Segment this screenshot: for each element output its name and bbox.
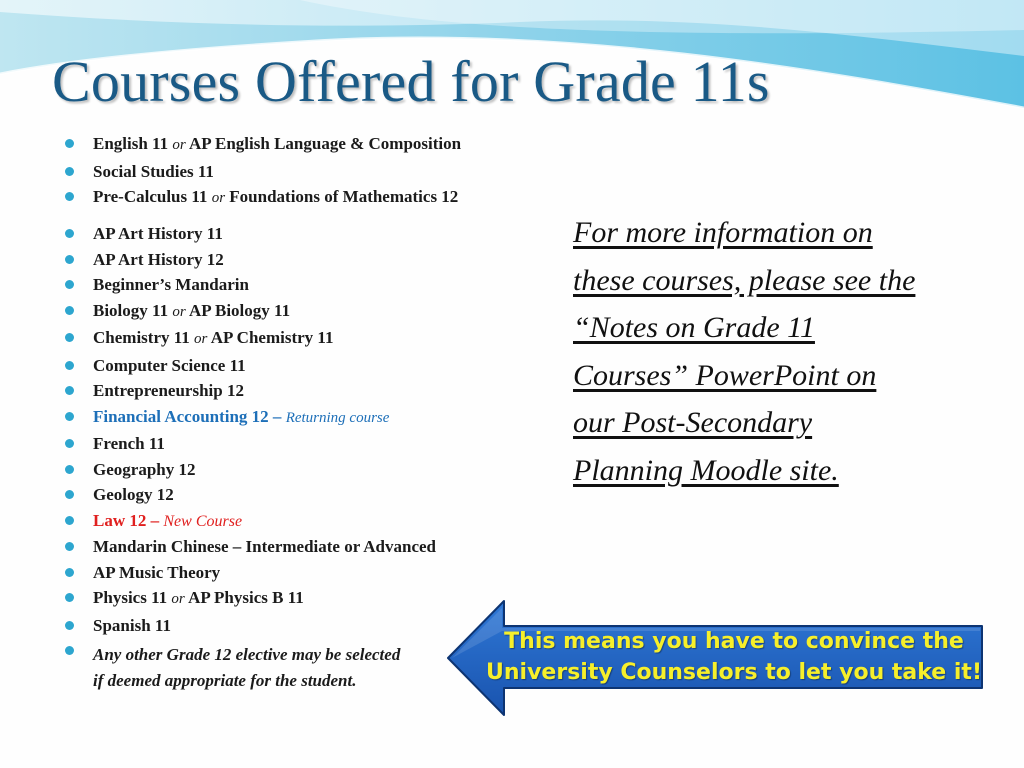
course-name: Spanish 11 [93,615,171,635]
course-name: French 11 [93,434,165,453]
course-alternative: AP Chemistry 11 [210,328,334,347]
course-name: Beginner’s Mandarin [93,275,249,294]
list-item [62,560,436,586]
course-name: Law 12 – [93,510,160,530]
list-item [62,457,436,483]
list-item [62,508,436,535]
info-line: Courses” PowerPoint on [573,358,877,392]
list-item [62,431,436,457]
core-course-list [62,131,461,212]
course-alternative: AP Physics B 11 [188,588,304,607]
or-connector: or [172,303,186,320]
callout-line: This means you have to convince the [504,629,964,654]
list-item [62,585,436,613]
course-name: Chemistry 11 [93,328,190,347]
course-alternative: AP Biology 11 [189,300,291,320]
list-item [62,353,436,379]
or-connector: or [211,190,226,206]
info-line: For more information on [573,216,873,249]
or-connector: or [171,591,185,607]
list-item [62,159,461,185]
more-info-text [573,209,978,494]
list-item [62,247,436,273]
course-name: Computer Science 11 [93,355,246,375]
course-name: AP Art History 12 [93,249,224,269]
list-item [62,325,436,353]
or-connector: or [194,331,208,347]
info-line: “Notes on Grade 11 [573,311,815,344]
list-item [62,221,436,247]
list-item [62,404,436,432]
course-name: Physics 11 [93,588,168,607]
list-item [62,298,436,326]
course-name: Mandarin Chinese – Intermediate or Advanced [93,537,436,556]
info-line: our Post-Secondary [573,406,813,439]
info-line: these courses, please see the [573,263,916,297]
elective-note-line: if deemed appropriate for the student. [93,670,357,690]
course-name: Biology 11 [93,300,169,320]
callout-text [484,626,984,688]
list-item [62,534,436,560]
elective-note [62,638,433,693]
course-name: Entrepreneurship 12 [93,381,244,400]
course-name: Financial Accounting 12 – [93,406,282,426]
course-alternative: Foundations of Mathematics 12 [229,187,459,206]
slide-title: Courses Offered for Grade 11s [52,49,770,114]
course-alternative: AP English Language & Composition [189,134,462,153]
list-item [62,272,436,298]
course-name: Geology 12 [93,485,174,504]
or-connector: or [172,137,186,153]
elective-course-list [62,221,436,693]
course-name: AP Art History 11 [93,224,223,243]
list-item [62,482,436,508]
course-name: Geography 12 [93,459,196,479]
list-item [62,131,461,159]
course-name: Pre-Calculus 11 [93,187,208,206]
list-item [62,613,436,639]
returning-course-note: Returning course [285,409,390,426]
callout-line: University Counselors to let you take it! [486,660,982,685]
course-name: Social Studies 11 [93,161,214,181]
course-name: AP Music Theory [93,562,221,582]
course-name: English 11 [93,134,169,153]
list-item [62,184,461,212]
new-course-note: New Course [163,512,243,530]
info-line: Planning Moodle site. [573,453,839,487]
list-item [62,378,436,404]
elective-note-line: Any other Grade 12 elective may be selected [93,645,401,664]
